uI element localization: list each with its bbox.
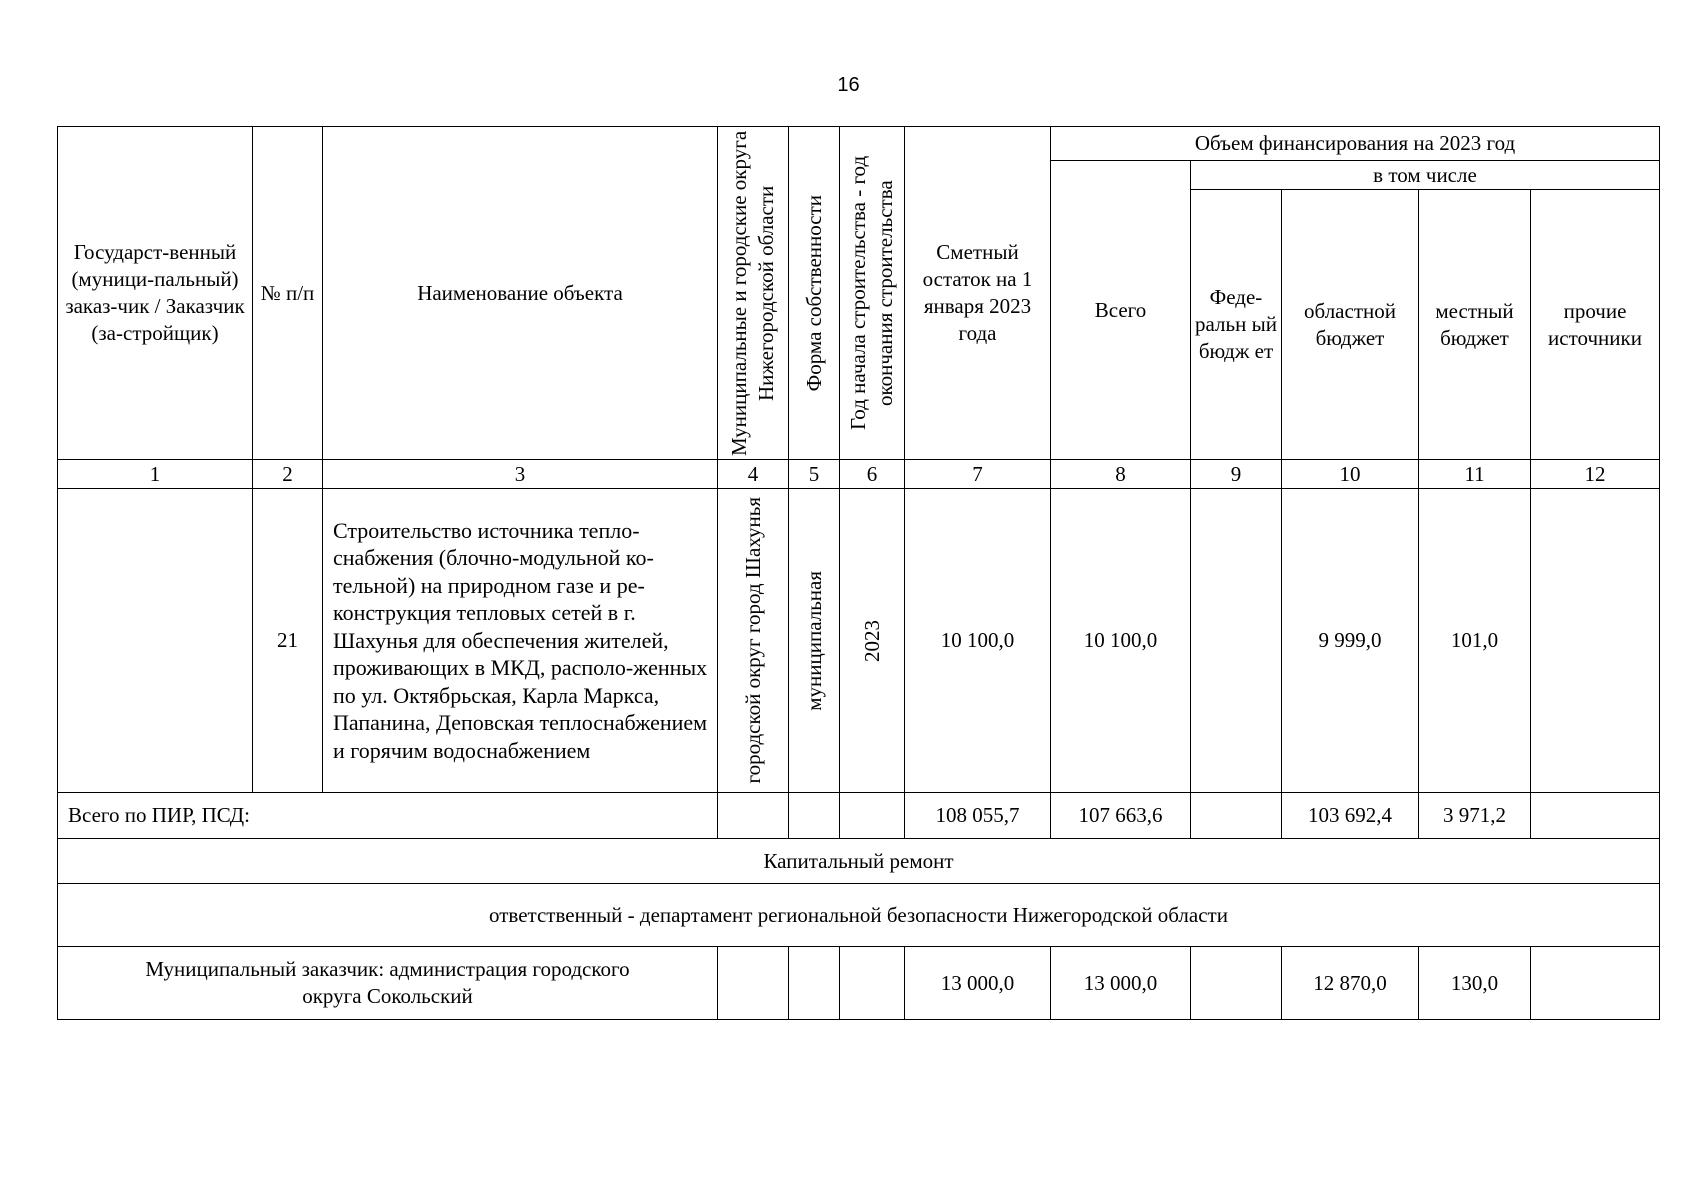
column-number-11: 11 [1418, 459, 1530, 488]
header-other: прочие источники [1530, 189, 1660, 459]
column-number-6: 6 [839, 459, 904, 488]
total-row-federal [1190, 792, 1281, 838]
customer-row-other [1530, 946, 1660, 1020]
customer-row-federal [1190, 946, 1281, 1020]
column-number-10: 10 [1281, 459, 1418, 488]
column-number-12: 12 [1530, 459, 1660, 488]
header-district [717, 126, 788, 459]
row21-ownership-text: муниципальная [801, 570, 826, 711]
total-row-regional: 103 692,4 [1281, 792, 1418, 838]
customer-row-total: 13 000,0 [1050, 946, 1190, 1020]
column-number-4: 4 [717, 459, 788, 488]
header-number: № п/п [252, 126, 322, 459]
header-object-name: Наименование объекта [322, 126, 717, 459]
column-number-2: 2 [252, 459, 322, 488]
total-row-label: Всего по ПИР, ПСД: [57, 792, 717, 838]
row21-years [839, 488, 904, 792]
row21-object-name: Строительство источника тепло-снабжения (блочно-модульной ко-тельной) на природном газе и ре-конструкция тепловых сетей в г. Шахунья для обеспечения жителей, проживающих в МКД, располо-женных по ул. Октябрьская, Карла Маркса, Папанина, Деповская теплоснабжением и горячим водоснабжением [322, 488, 717, 792]
header-federal: Феде-ральн ый бюдж ет [1190, 189, 1281, 459]
header-total: Всего [1050, 160, 1190, 459]
header-estimated-balance: Сметный остаток на 1 января 2023 года [904, 126, 1050, 459]
customer-row-regional: 12 870,0 [1281, 946, 1418, 1020]
total-row-total: 107 663,6 [1050, 792, 1190, 838]
row21-ownership [788, 488, 839, 792]
total-row-local: 3 971,2 [1418, 792, 1530, 838]
header-ownership [788, 126, 839, 459]
header-district-text: Муниципальные и городские округа Нижегородской области [727, 130, 778, 456]
total-row-years [839, 792, 904, 838]
customer-row-years [839, 946, 904, 1020]
customer-row-ownership [788, 946, 839, 1020]
customer-row-estimated-balance: 13 000,0 [904, 946, 1050, 1020]
row21-total: 10 100,0 [1050, 488, 1190, 792]
row21-estimated-balance: 10 100,0 [904, 488, 1050, 792]
customer-row-district [717, 946, 788, 1020]
row21-other [1530, 488, 1660, 792]
row21-regional: 9 999,0 [1281, 488, 1418, 792]
total-row-district [717, 792, 788, 838]
row21-federal [1190, 488, 1281, 792]
total-row-other [1530, 792, 1660, 838]
column-number-9: 9 [1190, 459, 1281, 488]
row21-number: 21 [252, 488, 322, 792]
budget-table [57, 126, 1660, 1020]
customer-row-label: Муниципальный заказчик: администрация городского округа Сокольский [57, 946, 717, 1020]
page-number: 16 [837, 74, 860, 96]
column-number-8: 8 [1050, 459, 1190, 488]
header-financing-title: Объем финансирования на 2023 год [1050, 126, 1660, 160]
row21-customer [57, 488, 252, 792]
header-customer: Государст-венный (муници-пальный) заказ-чик / Заказчик (за-стройщик) [57, 126, 252, 459]
total-row-estimated-balance: 108 055,7 [904, 792, 1050, 838]
header-years [839, 126, 904, 459]
row21-district [717, 488, 788, 792]
column-number-3: 3 [322, 459, 717, 488]
header-regional: областной бюджет [1281, 189, 1418, 459]
total-row-ownership [788, 792, 839, 838]
section-title: Капитальный ремонт [57, 838, 1660, 883]
row21-local: 101,0 [1418, 488, 1530, 792]
header-including: в том числе [1190, 160, 1660, 189]
column-number-1: 1 [57, 459, 252, 488]
row21-district-text: городской округ город Шахунья [740, 497, 765, 784]
responsible-row: ответственный - департамент региональной безопасности Нижегородской области [57, 883, 1660, 946]
column-number-7: 7 [904, 459, 1050, 488]
header-years-text: Год начала строительства - год окончания строительства [846, 155, 897, 431]
header-local: местный бюджет [1418, 189, 1530, 459]
column-number-5: 5 [788, 459, 839, 488]
customer-row-local: 130,0 [1418, 946, 1530, 1020]
header-ownership-text: Форма собственности [801, 194, 826, 392]
row21-years-text: 2023 [859, 619, 884, 662]
